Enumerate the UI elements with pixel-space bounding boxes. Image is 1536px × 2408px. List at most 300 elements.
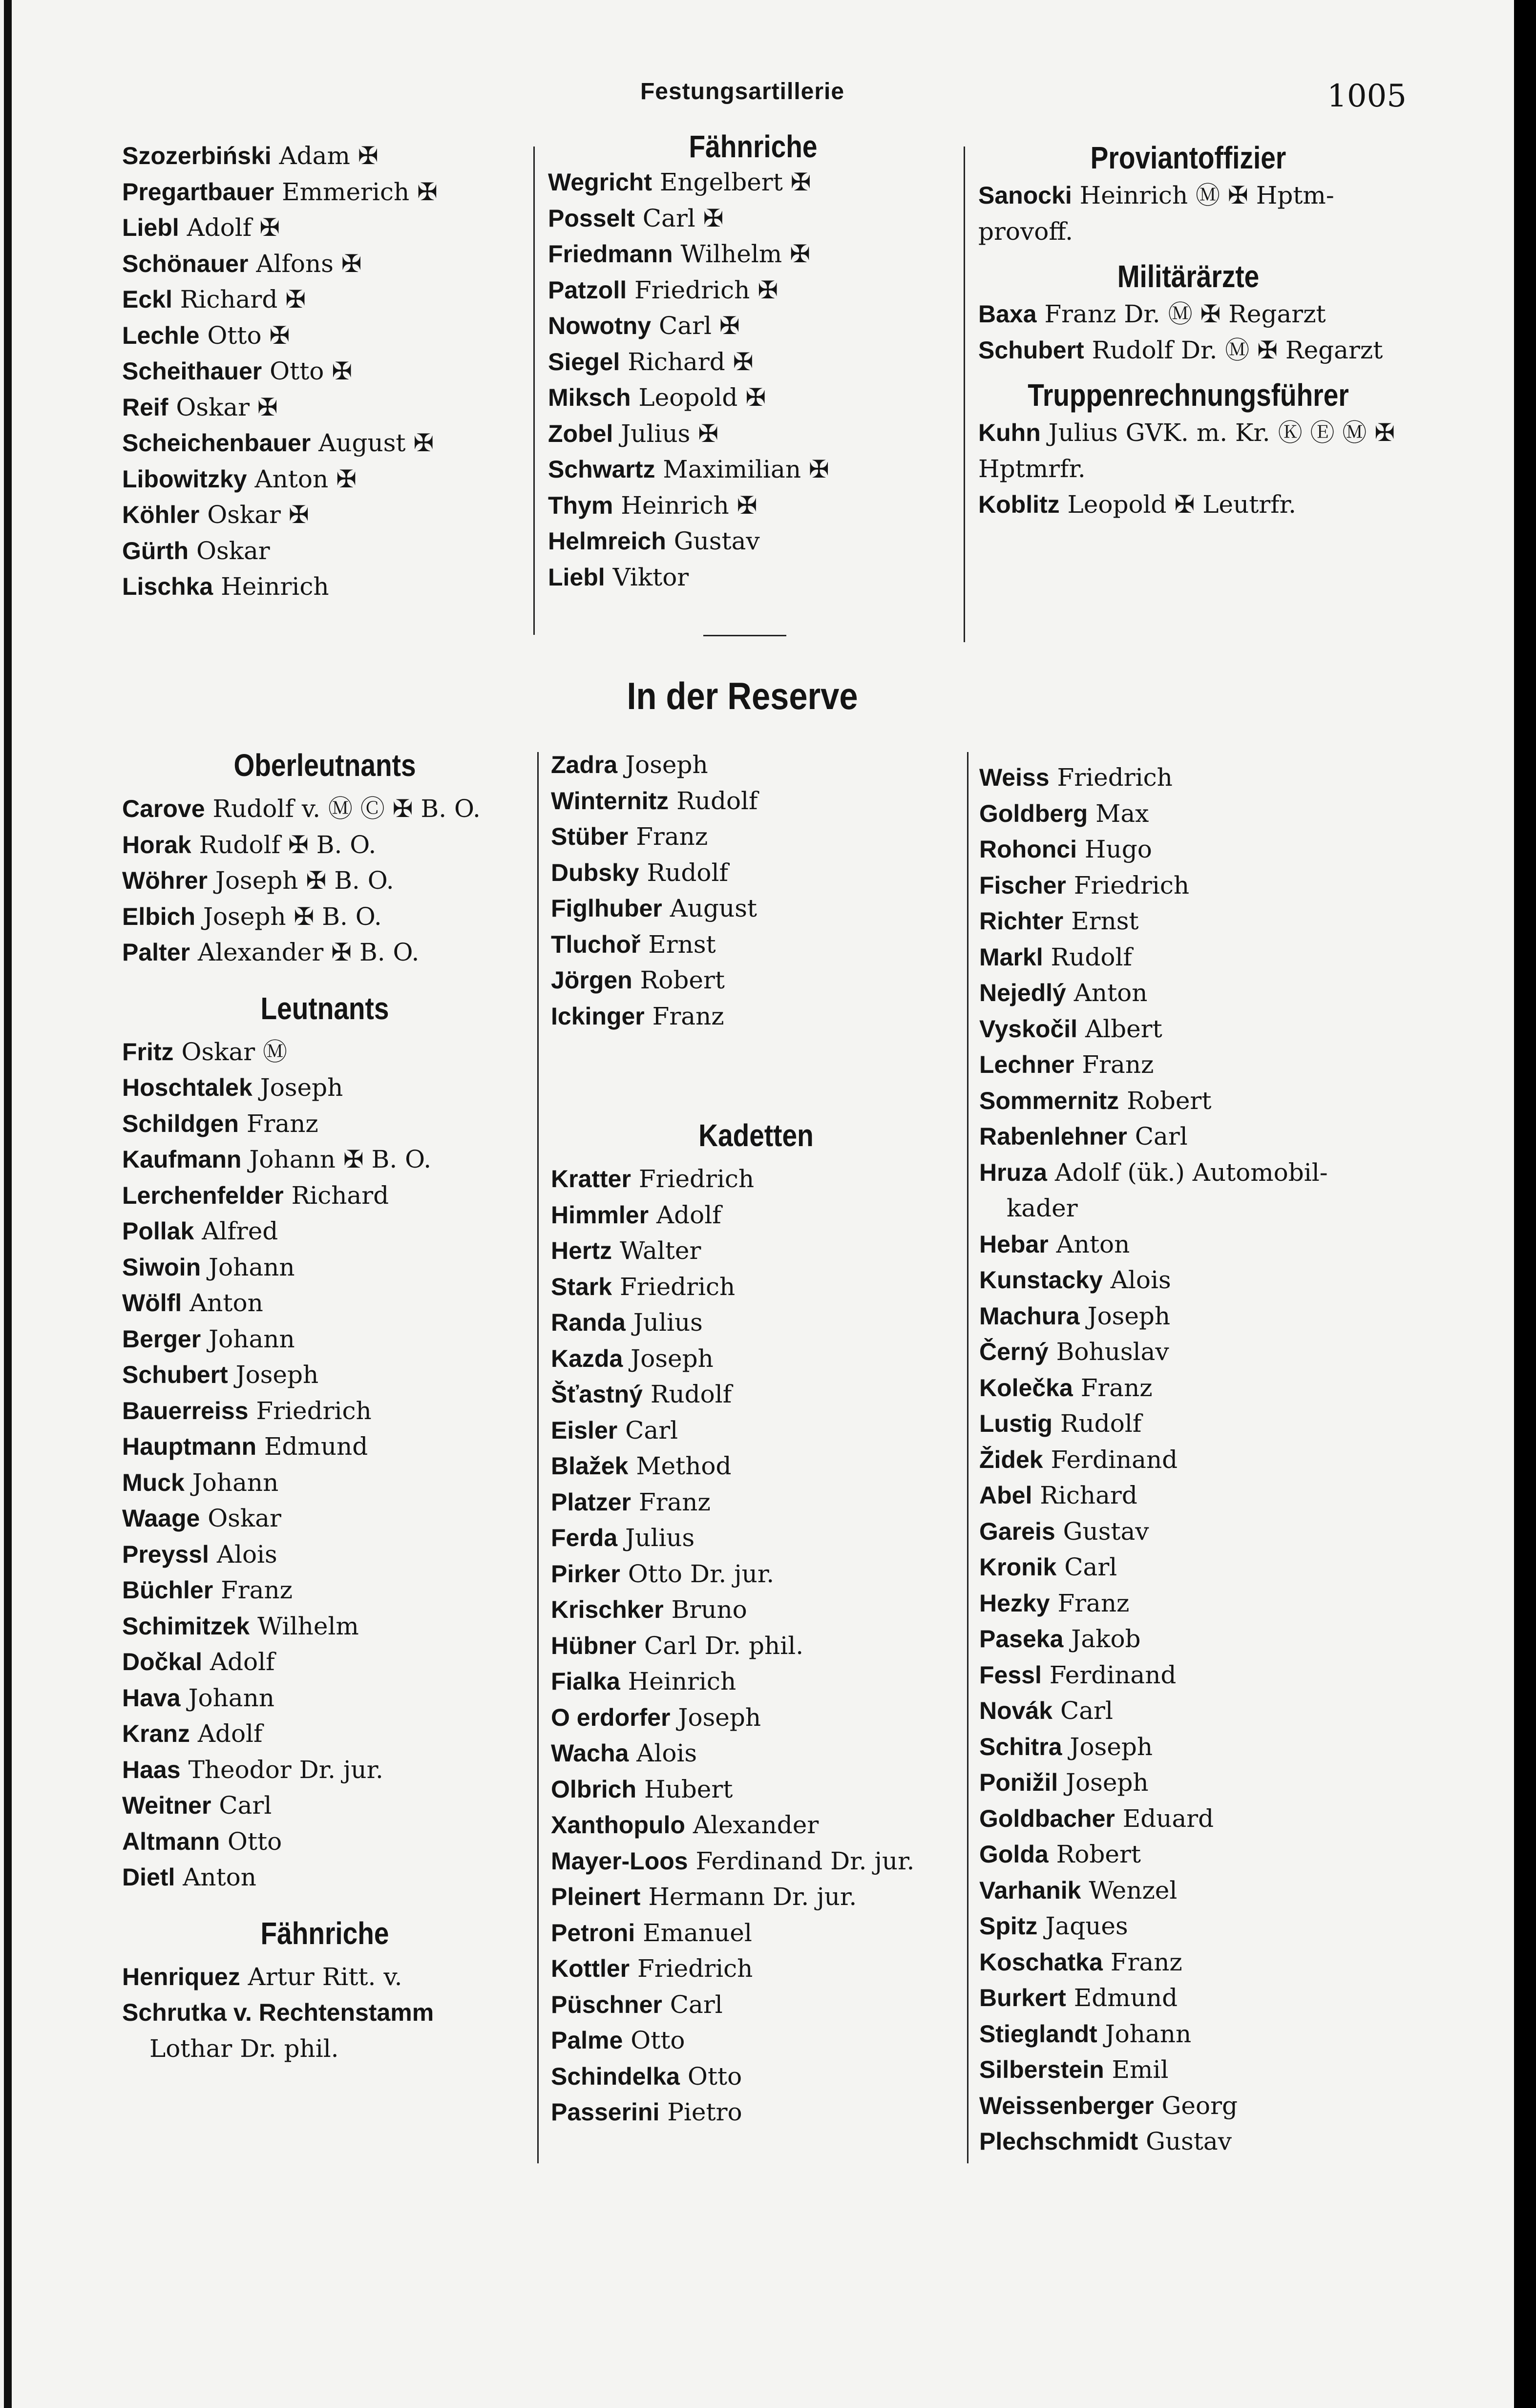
- surname: Patzoll: [548, 276, 627, 304]
- list-item: [551, 747, 961, 783]
- surname: Lustig: [979, 1410, 1052, 1437]
- list-item: [122, 246, 513, 282]
- list-item: [122, 1572, 527, 1609]
- surname: Markl: [979, 943, 1043, 971]
- list-item: [979, 1370, 1399, 1406]
- given-name: Heinrich Ⓜ ✠ Hptm-provoff.: [978, 181, 1334, 246]
- surname: Horak: [122, 831, 191, 859]
- given-name: Anton: [1073, 979, 1148, 1007]
- surname: Siegel: [548, 348, 620, 376]
- list-item: [979, 1549, 1399, 1586]
- list-item: [551, 963, 961, 999]
- surname: Ponižil: [979, 1769, 1058, 1796]
- surname: Fritz: [122, 1038, 174, 1066]
- surname: Liebl: [548, 563, 605, 591]
- surname: Scheichenbauer: [122, 429, 311, 457]
- list-item: [551, 1520, 961, 1556]
- list-item: [122, 1860, 527, 1896]
- surname: Platzer: [551, 1488, 631, 1516]
- list-item: [979, 1586, 1399, 1622]
- list-item: [548, 165, 958, 201]
- surname: Kranz: [122, 1720, 190, 1747]
- list-item: [979, 1047, 1399, 1083]
- list-item: [122, 935, 527, 971]
- list-item: [978, 178, 1398, 250]
- column-rule: [533, 147, 535, 635]
- surname: Hübner: [551, 1632, 636, 1659]
- list-item: [122, 899, 527, 935]
- list-item: [551, 927, 961, 963]
- surname: Reif: [122, 393, 168, 421]
- surname: Hezky: [979, 1589, 1050, 1617]
- list-item: [122, 425, 513, 461]
- list-item: [551, 2023, 961, 2059]
- list-item: [122, 1609, 527, 1645]
- list-item: [979, 1801, 1399, 1837]
- given-name: Julius: [625, 1524, 695, 1552]
- given-name: Friedrich: [619, 1272, 736, 1301]
- list-item: [551, 1448, 961, 1485]
- given-name: Otto ✠: [270, 357, 353, 385]
- given-name: Joseph: [1087, 1301, 1171, 1330]
- surname: Weitner: [122, 1792, 211, 1819]
- list-item: [548, 416, 958, 452]
- list-item: [979, 1945, 1399, 1981]
- surname: Hoschtalek: [122, 1074, 252, 1101]
- surname: Dietl: [122, 1864, 175, 1891]
- surname: Schrutka v. Rechtenstamm: [122, 1999, 434, 2026]
- surname: Schubert: [978, 336, 1084, 364]
- given-name: Adolf: [656, 1200, 721, 1229]
- given-name: Alfons ✠: [256, 249, 362, 278]
- surname: Koschatka: [979, 1948, 1103, 1976]
- list-item: [551, 1413, 961, 1449]
- given-name: Heinrich: [628, 1667, 736, 1696]
- given-name: Bohuslav: [1056, 1338, 1169, 1366]
- given-name: Carl: [625, 1416, 678, 1445]
- list-item: [122, 2031, 527, 2067]
- list-item: [979, 1334, 1399, 1370]
- list-item: [979, 1155, 1399, 1191]
- list-item: [979, 975, 1399, 1011]
- surname: Hebar: [979, 1230, 1049, 1258]
- given-name: Albert: [1085, 1014, 1162, 1043]
- surname: Ickinger: [551, 1002, 645, 1030]
- list-item: [979, 1657, 1399, 1694]
- list-item: [122, 533, 513, 569]
- given-name: Alois: [1110, 1266, 1171, 1294]
- given-name: Jaques: [1045, 1912, 1128, 1940]
- list-item: [551, 2059, 961, 2095]
- list-item: [548, 523, 958, 560]
- given-name: Robert: [640, 966, 725, 994]
- surname: Wöhrer: [122, 867, 208, 894]
- surname: Fialka: [551, 1668, 620, 1695]
- given-name: Edmund: [1073, 1984, 1178, 2012]
- given-name: Oskar Ⓜ: [181, 1037, 288, 1066]
- given-name: Oskar: [196, 536, 270, 565]
- given-name: Joseph ✠ B. O.: [215, 866, 394, 895]
- given-name: Otto ✠: [207, 321, 290, 350]
- list-item: [122, 1393, 527, 1429]
- surname: Dočkal: [122, 1648, 202, 1675]
- given-name: Carl: [1064, 1553, 1117, 1581]
- list-item: [551, 1556, 961, 1592]
- list-item: [548, 344, 958, 380]
- list-item: [122, 210, 513, 246]
- given-name: Edmund: [264, 1432, 368, 1461]
- list-item: [122, 1680, 527, 1717]
- page-edge: [4, 0, 12, 2408]
- given-name: Franz: [638, 1487, 711, 1516]
- given-name: Leopold ✠: [638, 383, 766, 412]
- given-name: Artur Ritt. v.: [248, 1962, 402, 1991]
- given-name: Theodor Dr. jur.: [188, 1755, 383, 1784]
- surname: Winternitz: [551, 787, 669, 815]
- list-item: [551, 891, 961, 927]
- surname: Szozerbiński: [122, 142, 272, 169]
- list-item: [122, 1788, 527, 1824]
- list-item: [979, 2088, 1399, 2124]
- surname: Sommernitz: [979, 1087, 1119, 1114]
- surname: Lechner: [979, 1051, 1074, 1078]
- surname: Pleinert: [551, 1883, 641, 1910]
- surname: Židek: [979, 1445, 1043, 1473]
- surname: Wölfl: [122, 1289, 182, 1317]
- surname: Xanthopulo: [551, 1811, 685, 1839]
- list-item: [979, 2052, 1399, 2088]
- given-name: kader: [1007, 1194, 1078, 1222]
- surname: Siwoin: [122, 1253, 201, 1281]
- surname: Novák: [979, 1697, 1053, 1724]
- given-name: August: [670, 894, 757, 922]
- list-item: [122, 354, 513, 390]
- given-name: Carl ✠: [659, 312, 740, 340]
- surname: Lerchenfelder: [122, 1181, 284, 1209]
- given-name: Franz: [1057, 1589, 1130, 1617]
- surname: Goldbacher: [979, 1804, 1115, 1832]
- surname: Randa: [551, 1309, 626, 1336]
- given-name: Ernst: [1071, 907, 1139, 935]
- given-name: Otto: [631, 2026, 685, 2054]
- surname: Stieglandt: [979, 2020, 1097, 2048]
- list-item: [551, 1377, 961, 1413]
- given-name: Adolf (ük.) Automobil-: [1054, 1158, 1328, 1187]
- surname: Schönauer: [122, 250, 249, 277]
- surname: Kronik: [979, 1553, 1057, 1581]
- list-item: [979, 1980, 1399, 2016]
- list-item: [122, 1357, 527, 1393]
- list-item: [122, 1537, 527, 1573]
- given-name: Johann: [1105, 2019, 1192, 2048]
- surname: Nowotny: [548, 312, 652, 339]
- surname: Helmreich: [548, 527, 666, 555]
- surname: Weissenberger: [979, 2092, 1154, 2119]
- list-item: [551, 1987, 961, 2023]
- section-heading: Proviantoffizier: [1090, 140, 1286, 175]
- given-name: Rudolf: [676, 786, 758, 815]
- list-item: [551, 1592, 961, 1628]
- list-item: [122, 1321, 527, 1358]
- surname: Koblitz: [978, 491, 1060, 518]
- list-item: [551, 1341, 961, 1377]
- list-item: [979, 1729, 1399, 1765]
- given-name: Heinrich: [221, 572, 329, 601]
- given-name: Richard ✠: [180, 285, 306, 314]
- section-heading: Truppenrechnungsführer: [1028, 377, 1349, 413]
- given-name: Carl Dr. phil.: [644, 1631, 804, 1660]
- list-item: [122, 1429, 527, 1465]
- surname: Nejedlý: [979, 979, 1066, 1006]
- surname: Passerini: [551, 2098, 660, 2126]
- list-item: [122, 318, 513, 354]
- surname: Himmler: [551, 1201, 649, 1229]
- given-name: Method: [636, 1452, 732, 1480]
- list-item: [548, 201, 958, 237]
- list-item: [979, 1227, 1399, 1263]
- given-name: Rudolf Dr. Ⓜ ✠ Regarzt: [1092, 335, 1383, 364]
- surname: Krischker: [551, 1596, 664, 1623]
- surname: Hava: [122, 1684, 181, 1712]
- given-name: Rudolf v. Ⓜ Ⓒ ✠ B. O.: [212, 795, 481, 823]
- list-item: [978, 296, 1398, 333]
- surname: Eckl: [122, 286, 172, 313]
- surname: Sanocki: [978, 182, 1072, 209]
- given-name: Anton: [183, 1863, 256, 1891]
- given-name: Emmerich ✠: [282, 177, 438, 206]
- column-rule: [537, 752, 539, 2163]
- list-item: [979, 1011, 1399, 1047]
- given-name: Lothar Dr. phil.: [149, 2034, 339, 2063]
- list-item: [122, 1250, 527, 1286]
- surname: Richter: [979, 907, 1064, 935]
- surname: Libowitzky: [122, 465, 247, 493]
- list-item: [979, 903, 1399, 940]
- section-rule: [703, 635, 786, 636]
- given-name: Johann ✠ B. O.: [249, 1145, 432, 1173]
- list-item: [979, 1478, 1399, 1514]
- list-item: [979, 1298, 1399, 1335]
- given-name: Rudolf: [647, 858, 728, 887]
- list-item: [979, 832, 1399, 868]
- given-name: Bruno: [671, 1595, 747, 1624]
- list-item: [551, 1879, 961, 1915]
- list-item: [122, 1178, 527, 1214]
- list-item: [122, 1142, 527, 1178]
- given-name: Carl: [670, 1990, 723, 2019]
- list-item: [979, 1191, 1399, 1227]
- list-item: [122, 1752, 527, 1788]
- list-item: [551, 1915, 961, 1951]
- surname: Liebl: [122, 214, 179, 241]
- given-name: Hugo: [1084, 835, 1152, 863]
- given-name: Anton: [189, 1289, 263, 1317]
- list-item: [122, 1959, 527, 1995]
- surname: Mayer-Loos: [551, 1847, 688, 1875]
- top-middle-column: [548, 129, 958, 595]
- list-item: [551, 1269, 961, 1305]
- surname: Silberstein: [979, 2056, 1104, 2083]
- surname: Pollak: [122, 1217, 194, 1245]
- surname: Pregartbauer: [122, 178, 274, 206]
- given-name: Oskar ✠: [207, 501, 309, 529]
- surname: Kazda: [551, 1344, 623, 1372]
- given-name: Gustav: [1146, 2127, 1232, 2156]
- surname: Varhanik: [979, 1876, 1081, 1904]
- given-name: Maximilian ✠: [663, 455, 829, 483]
- list-item: [979, 868, 1399, 904]
- list-item: [122, 174, 513, 210]
- list-item: [551, 1628, 961, 1664]
- given-name: Max: [1095, 799, 1149, 828]
- list-item: [551, 1161, 961, 1197]
- given-name: Gustav: [1063, 1517, 1149, 1546]
- given-name: Richard: [291, 1181, 389, 1210]
- surname: Schwartz: [548, 456, 655, 483]
- surname: Pirker: [551, 1560, 620, 1588]
- given-name: Alois: [216, 1540, 277, 1569]
- list-item: [548, 236, 958, 272]
- section-heading: Fähnriche: [260, 1915, 389, 1951]
- given-name: Otto: [687, 2062, 742, 2091]
- surname: Golda: [979, 1841, 1049, 1868]
- surname: Püschner: [551, 1990, 662, 2018]
- given-name: Oskar ✠: [176, 393, 278, 421]
- list-item: [122, 1285, 527, 1321]
- list-item: [122, 791, 527, 827]
- list-item: [979, 1119, 1399, 1155]
- given-name: Joseph: [625, 751, 708, 779]
- surname: Scheithauer: [122, 357, 262, 385]
- list-item: [551, 855, 961, 891]
- given-name: Ferdinand: [1051, 1445, 1178, 1474]
- surname: Olbrich: [551, 1775, 637, 1803]
- surname: Zobel: [548, 419, 613, 447]
- running-header: Festungsartillerie: [640, 79, 845, 105]
- list-item: [978, 415, 1398, 487]
- given-name: Viktor: [612, 563, 689, 591]
- given-name: Johann: [209, 1324, 295, 1353]
- given-name: Alfred: [202, 1217, 278, 1245]
- given-name: Carl: [1060, 1696, 1113, 1725]
- given-name: Rudolf: [650, 1380, 732, 1408]
- surname: Palme: [551, 2027, 623, 2054]
- given-name: Joseph: [1070, 1732, 1153, 1761]
- surname: Tluchoř: [551, 930, 641, 958]
- column-rule: [967, 752, 968, 2163]
- list-item: [551, 1305, 961, 1341]
- given-name: Richard: [1040, 1481, 1137, 1509]
- list-item: [979, 1514, 1399, 1550]
- surname: Büchler: [122, 1576, 213, 1604]
- list-item: [551, 1807, 961, 1843]
- list-item: [979, 760, 1399, 796]
- surname: Abel: [979, 1482, 1032, 1509]
- given-name: Carl: [219, 1791, 272, 1820]
- surname: Hauptmann: [122, 1433, 256, 1460]
- surname: Schitra: [979, 1733, 1062, 1760]
- given-name: Franz Dr. Ⓜ ✠ Regarzt: [1044, 300, 1326, 328]
- column-rule: [964, 147, 965, 642]
- given-name: Friedrich: [1057, 763, 1173, 792]
- list-item: [551, 1233, 961, 1269]
- surname: Burkert: [979, 1984, 1066, 2011]
- top-right-column: [978, 140, 1398, 523]
- surname: Černý: [979, 1338, 1049, 1365]
- surname: Hruza: [979, 1158, 1047, 1186]
- surname: Thym: [548, 491, 613, 519]
- given-name: Richard ✠: [628, 347, 754, 376]
- list-item: [122, 1034, 527, 1070]
- given-name: Friedrich: [256, 1396, 372, 1425]
- surname: Rabenlehner: [979, 1123, 1127, 1150]
- list-item: [122, 1824, 527, 1860]
- surname: Goldberg: [979, 799, 1088, 827]
- surname: Altmann: [122, 1827, 220, 1855]
- list-item: [979, 2016, 1399, 2052]
- list-item: [551, 1843, 961, 1880]
- top-left-column: [122, 138, 513, 605]
- given-name: Heinrich ✠: [621, 491, 757, 520]
- list-item: [122, 282, 513, 318]
- list-item: [122, 1716, 527, 1752]
- surname: Kolečka: [979, 1374, 1073, 1402]
- list-item: [978, 333, 1398, 369]
- list-item: [548, 272, 958, 309]
- given-name: Anton: [1056, 1230, 1130, 1258]
- surname: Petroni: [551, 1919, 635, 1947]
- surname: Plechschmidt: [979, 2128, 1138, 2155]
- given-name: Engelbert ✠: [659, 168, 811, 196]
- list-item: [548, 308, 958, 344]
- surname: Spitz: [979, 1912, 1038, 1940]
- given-name: Julius ✠: [621, 419, 719, 448]
- list-item: [551, 1736, 961, 1772]
- list-item: [979, 2124, 1399, 2160]
- list-item: [122, 1106, 527, 1142]
- surname: Palter: [122, 939, 190, 966]
- page-number: 1005: [1327, 78, 1407, 114]
- list-item: [122, 138, 513, 174]
- list-item: [979, 1083, 1399, 1119]
- surname: Haas: [122, 1756, 181, 1783]
- list-item: [979, 1693, 1399, 1729]
- given-name: Johann: [209, 1253, 295, 1281]
- surname: Kuhn: [978, 419, 1041, 446]
- given-name: Robert: [1127, 1086, 1212, 1115]
- list-item: [551, 999, 961, 1035]
- given-name: Joseph ✠ B. O.: [203, 902, 382, 931]
- right-column: [979, 760, 1399, 2160]
- surname: Schimitzek: [122, 1612, 250, 1640]
- list-item: [979, 1442, 1399, 1478]
- surname: Figlhuber: [551, 895, 662, 922]
- list-item: [122, 1214, 527, 1250]
- given-name: Friedrich ✠: [634, 275, 779, 304]
- list-item: [979, 1837, 1399, 1873]
- surname: Jörgen: [551, 966, 632, 994]
- section-heading: Fähnriche: [689, 129, 818, 164]
- given-name: Johann: [192, 1468, 279, 1497]
- given-name: Franz: [1082, 1050, 1154, 1079]
- surname: Henriquez: [122, 1963, 240, 1990]
- given-name: Ferdinand: [1049, 1660, 1177, 1689]
- section-heading: Kadetten: [698, 1118, 814, 1153]
- surname: Wacha: [551, 1739, 629, 1767]
- surname: Muck: [122, 1468, 185, 1496]
- list-item: [122, 863, 527, 899]
- surname: Waage: [122, 1505, 200, 1532]
